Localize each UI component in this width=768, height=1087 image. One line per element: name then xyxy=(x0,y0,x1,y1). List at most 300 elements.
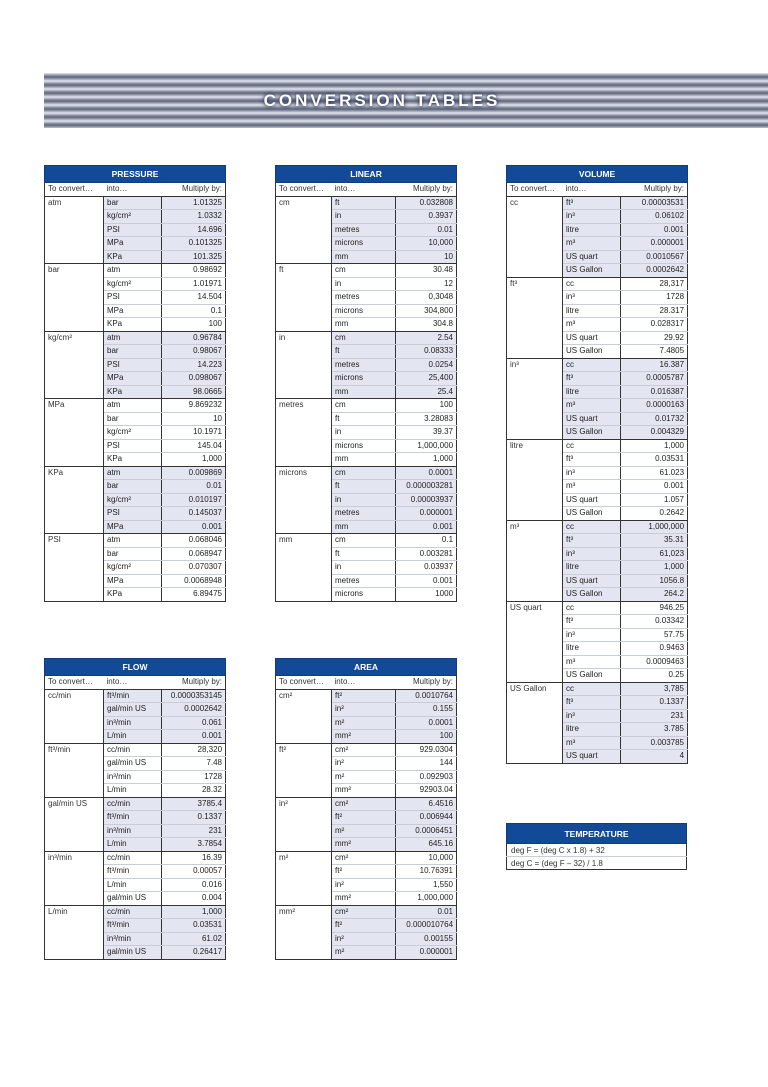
multiplier-value: 3.28083 xyxy=(396,412,457,426)
convert-into-unit: cm² xyxy=(332,905,396,919)
convert-into-unit: bar xyxy=(104,412,162,426)
multiplier-value: 25.4 xyxy=(396,385,457,399)
table-row xyxy=(507,439,688,453)
table-row xyxy=(45,743,226,757)
convert-into-unit: microns xyxy=(332,588,396,602)
multiplier-value: 12 xyxy=(396,277,457,291)
multiplier-value: 14.696 xyxy=(162,223,226,237)
convert-into-unit: microns xyxy=(332,304,396,318)
multiplier-value: 30.48 xyxy=(396,264,457,278)
multiplier-value: 0.25 xyxy=(621,669,688,683)
multiplier-value: 0.0002642 xyxy=(162,703,226,717)
multiplier-value: 0.03937 xyxy=(396,561,457,575)
multiplier-value: 0.06102 xyxy=(621,210,688,224)
multiplier-value: 0.016 xyxy=(162,878,226,892)
page-title: CONVERSION TABLES xyxy=(263,90,501,110)
convert-from-unit: in² xyxy=(276,797,332,851)
multiplier-value: 6.89475 xyxy=(162,588,226,602)
multiplier-value: 10 xyxy=(162,412,226,426)
table-row xyxy=(276,196,457,210)
convert-into-unit: in² xyxy=(332,932,396,946)
multiplier-value: 0.001 xyxy=(396,520,457,534)
convert-from-unit: microns xyxy=(276,466,332,534)
convert-into-unit: cc xyxy=(563,682,621,696)
table-row xyxy=(276,851,457,865)
convert-into-unit: ft³ xyxy=(563,534,621,548)
convert-into-unit: gal/min US xyxy=(104,946,162,960)
convert-into-unit: cc/min xyxy=(104,797,162,811)
table-row xyxy=(45,851,226,865)
convert-into-unit: bar xyxy=(104,480,162,494)
convert-into-unit: mm² xyxy=(332,784,396,798)
multiplier-value: 4 xyxy=(621,750,688,764)
table-row xyxy=(276,534,457,548)
multiplier-value: 0.98692 xyxy=(162,264,226,278)
table-row xyxy=(276,905,457,919)
convert-into-unit: ft² xyxy=(332,865,396,879)
multiplier-value: 0.000003281 xyxy=(396,480,457,494)
multiplier-value: 3,785 xyxy=(621,682,688,696)
convert-into-unit: gal/min US xyxy=(104,703,162,717)
multiplier-value: 7.4805 xyxy=(621,345,688,359)
convert-from-unit: in³ xyxy=(507,358,563,439)
column-header-mul: Multiply by: xyxy=(162,676,226,690)
multiplier-value: 0.0009463 xyxy=(621,655,688,669)
multiplier-value: 0.032808 xyxy=(396,196,457,210)
convert-from-unit: ft² xyxy=(276,743,332,797)
multiplier-value: 101.325 xyxy=(162,250,226,264)
multiplier-value: 0.9463 xyxy=(621,642,688,656)
temperature-table xyxy=(506,823,687,870)
multiplier-value: 0.092903 xyxy=(396,770,457,784)
multiplier-value: 304,800 xyxy=(396,304,457,318)
multiplier-value: 145.04 xyxy=(162,439,226,453)
multiplier-value: 0.1337 xyxy=(162,811,226,825)
multiplier-value: 1728 xyxy=(621,291,688,305)
convert-into-unit: PSI xyxy=(104,223,162,237)
convert-into-unit: mm xyxy=(332,385,396,399)
multiplier-value: 0.000010764 xyxy=(396,919,457,933)
table-row xyxy=(276,689,457,703)
convert-from-unit: PSI xyxy=(45,534,104,602)
multiplier-value: 0.0010567 xyxy=(621,250,688,264)
convert-into-unit: ft³ xyxy=(563,196,621,210)
convert-into-unit: ft³/min xyxy=(104,919,162,933)
convert-into-unit: cm xyxy=(332,466,396,480)
convert-into-unit: kg/cm² xyxy=(104,277,162,291)
multiplier-value: 0.0001 xyxy=(396,716,457,730)
multiplier-value: 1,000 xyxy=(621,561,688,575)
multiplier-value: 0.028317 xyxy=(621,318,688,332)
table-row xyxy=(45,196,226,210)
multiplier-value: 0.96784 xyxy=(162,331,226,345)
convert-into-unit: cc/min xyxy=(104,743,162,757)
column-header-into: into… xyxy=(332,676,396,690)
convert-into-unit: US quart xyxy=(563,493,621,507)
convert-into-unit: metres xyxy=(332,507,396,521)
convert-into-unit: ft xyxy=(332,345,396,359)
flow-title: FLOW xyxy=(45,659,226,676)
convert-into-unit: m² xyxy=(332,716,396,730)
multiplier-value: 0.00003937 xyxy=(396,493,457,507)
multiplier-value: 28,320 xyxy=(162,743,226,757)
multiplier-value: 946.25 xyxy=(621,601,688,615)
multiplier-value: 1000 xyxy=(396,588,457,602)
convert-into-unit: microns xyxy=(332,237,396,251)
multiplier-value: 10.1971 xyxy=(162,426,226,440)
multiplier-value: 0.009869 xyxy=(162,466,226,480)
multiplier-value: 0.068947 xyxy=(162,547,226,561)
temperature-title: TEMPERATURE xyxy=(507,824,687,844)
convert-from-unit: gal/min US xyxy=(45,797,104,851)
convert-into-unit: MPa xyxy=(104,520,162,534)
convert-into-unit: bar xyxy=(104,547,162,561)
convert-from-unit: US Gallon xyxy=(507,682,563,763)
convert-into-unit: m³ xyxy=(563,655,621,669)
convert-into-unit: in³/min xyxy=(104,824,162,838)
convert-into-unit: KPa xyxy=(104,318,162,332)
multiplier-value: 1,000 xyxy=(162,453,226,467)
temperature-formula-c: deg C = (deg F – 32) / 1.8 xyxy=(507,857,687,870)
convert-into-unit: US quart xyxy=(563,250,621,264)
convert-into-unit: bar xyxy=(104,196,162,210)
multiplier-value: 28,317 xyxy=(621,277,688,291)
multiplier-value: 0.0000163 xyxy=(621,399,688,413)
table-row xyxy=(507,196,688,210)
multiplier-value: 0.03531 xyxy=(621,453,688,467)
convert-into-unit: cm xyxy=(332,399,396,413)
multiplier-value: 9.869232 xyxy=(162,399,226,413)
table-row xyxy=(276,466,457,480)
multiplier-value: 0.068046 xyxy=(162,534,226,548)
multiplier-value: 0.01 xyxy=(396,223,457,237)
multiplier-value: 0.001 xyxy=(162,730,226,744)
multiplier-value: 0.0005787 xyxy=(621,372,688,386)
flow-table xyxy=(44,658,226,960)
area-table xyxy=(275,658,457,960)
convert-into-unit: in³/min xyxy=(104,770,162,784)
convert-from-unit: cc xyxy=(507,196,563,277)
multiplier-value: 0.00057 xyxy=(162,865,226,879)
convert-into-unit: kg/cm² xyxy=(104,561,162,575)
column-header-from: To convert… xyxy=(45,676,104,690)
convert-into-unit: cm² xyxy=(332,797,396,811)
convert-into-unit: cm xyxy=(332,264,396,278)
convert-into-unit: mm² xyxy=(332,730,396,744)
table-row xyxy=(276,797,457,811)
convert-from-unit: KPa xyxy=(45,466,104,534)
multiplier-value: 1.057 xyxy=(621,493,688,507)
multiplier-value: 1728 xyxy=(162,770,226,784)
convert-into-unit: in xyxy=(332,493,396,507)
multiplier-value: 29.92 xyxy=(621,331,688,345)
multiplier-value: 0.1 xyxy=(396,534,457,548)
multiplier-value: 1,000,000 xyxy=(396,892,457,906)
multiplier-value: 0.01 xyxy=(396,905,457,919)
multiplier-value: 98.0665 xyxy=(162,385,226,399)
multiplier-value: 0.004329 xyxy=(621,426,688,440)
convert-from-unit: mm² xyxy=(276,905,332,959)
convert-into-unit: ft³/min xyxy=(104,865,162,879)
multiplier-value: 264.2 xyxy=(621,588,688,602)
convert-into-unit: L/min xyxy=(104,878,162,892)
convert-into-unit: metres xyxy=(332,358,396,372)
table-row xyxy=(276,743,457,757)
convert-from-unit: in xyxy=(276,331,332,399)
volume-title: VOLUME xyxy=(507,166,688,183)
multiplier-value: 0.000001 xyxy=(396,946,457,960)
multiplier-value: 0.03531 xyxy=(162,919,226,933)
convert-into-unit: atm xyxy=(104,399,162,413)
convert-into-unit: PSI xyxy=(104,439,162,453)
convert-into-unit: atm xyxy=(104,264,162,278)
convert-into-unit: ft³ xyxy=(563,615,621,629)
multiplier-value: 645.16 xyxy=(396,838,457,852)
multiplier-value: 0.00155 xyxy=(396,932,457,946)
multiplier-value: 304.8 xyxy=(396,318,457,332)
table-row xyxy=(45,905,226,919)
multiplier-value: 10,000 xyxy=(396,237,457,251)
multiplier-value: 0.0068948 xyxy=(162,574,226,588)
convert-into-unit: MPa xyxy=(104,574,162,588)
convert-into-unit: in² xyxy=(332,703,396,717)
convert-into-unit: ft³ xyxy=(563,453,621,467)
convert-into-unit: MPa xyxy=(104,237,162,251)
column-header-mul: Multiply by: xyxy=(621,183,688,197)
convert-into-unit: KPa xyxy=(104,250,162,264)
multiplier-value: 100 xyxy=(162,318,226,332)
multiplier-value: 0.1337 xyxy=(621,696,688,710)
multiplier-value: 144 xyxy=(396,757,457,771)
convert-into-unit: litre xyxy=(563,642,621,656)
column-header-mul: Multiply by: xyxy=(396,676,457,690)
convert-into-unit: litre xyxy=(563,223,621,237)
multiplier-value: 14.223 xyxy=(162,358,226,372)
convert-into-unit: in³/min xyxy=(104,932,162,946)
multiplier-value: 0.155 xyxy=(396,703,457,717)
multiplier-value: 0.001 xyxy=(621,480,688,494)
column-header-from: To convert… xyxy=(507,183,563,197)
convert-into-unit: cc xyxy=(563,358,621,372)
convert-into-unit: ft² xyxy=(332,689,396,703)
convert-into-unit: kg/cm² xyxy=(104,426,162,440)
convert-into-unit: KPa xyxy=(104,453,162,467)
convert-into-unit: ft² xyxy=(332,919,396,933)
convert-from-unit: litre xyxy=(507,439,563,520)
table-row xyxy=(507,277,688,291)
table-row xyxy=(507,601,688,615)
convert-into-unit: US quart xyxy=(563,331,621,345)
convert-from-unit: L/min xyxy=(45,905,104,959)
convert-into-unit: in³/min xyxy=(104,716,162,730)
convert-into-unit: microns xyxy=(332,439,396,453)
multiplier-value: 1,550 xyxy=(396,878,457,892)
multiplier-value: 0.001 xyxy=(162,520,226,534)
convert-into-unit: L/min xyxy=(104,784,162,798)
convert-into-unit: US quart xyxy=(563,750,621,764)
convert-into-unit: KPa xyxy=(104,385,162,399)
multiplier-value: 10.76391 xyxy=(396,865,457,879)
convert-into-unit: MPa xyxy=(104,304,162,318)
convert-from-unit: bar xyxy=(45,264,104,332)
multiplier-value: 61.02 xyxy=(162,932,226,946)
convert-into-unit: US Gallon xyxy=(563,588,621,602)
convert-into-unit: mm² xyxy=(332,838,396,852)
multiplier-value: 1,000,000 xyxy=(396,439,457,453)
convert-into-unit: L/min xyxy=(104,838,162,852)
multiplier-value: 231 xyxy=(162,824,226,838)
convert-from-unit: cm xyxy=(276,196,332,264)
multiplier-value: 1,000 xyxy=(162,905,226,919)
column-header-from: To convert… xyxy=(45,183,104,197)
convert-into-unit: MPa xyxy=(104,372,162,386)
multiplier-value: 6.4516 xyxy=(396,797,457,811)
convert-into-unit: ft³/min xyxy=(104,811,162,825)
convert-into-unit: cc/min xyxy=(104,851,162,865)
convert-into-unit: KPa xyxy=(104,588,162,602)
multiplier-value: 0.061 xyxy=(162,716,226,730)
convert-into-unit: cc xyxy=(563,520,621,534)
convert-into-unit: kg/cm² xyxy=(104,210,162,224)
multiplier-value: 0.000001 xyxy=(396,507,457,521)
convert-into-unit: in² xyxy=(332,757,396,771)
convert-into-unit: metres xyxy=(332,223,396,237)
convert-into-unit: bar xyxy=(104,345,162,359)
convert-into-unit: cm² xyxy=(332,851,396,865)
convert-from-unit: ft xyxy=(276,264,332,332)
convert-into-unit: atm xyxy=(104,534,162,548)
convert-into-unit: m³ xyxy=(563,399,621,413)
convert-from-unit: mm xyxy=(276,534,332,602)
convert-into-unit: litre xyxy=(563,723,621,737)
multiplier-value: 10,000 xyxy=(396,851,457,865)
multiplier-value: 0.0001 xyxy=(396,466,457,480)
multiplier-value: 0.0254 xyxy=(396,358,457,372)
column-header-into: into… xyxy=(332,183,396,197)
multiplier-value: 0.010197 xyxy=(162,493,226,507)
convert-into-unit: L/min xyxy=(104,730,162,744)
convert-from-unit: atm xyxy=(45,196,104,264)
multiplier-value: 0.03342 xyxy=(621,615,688,629)
convert-into-unit: in³ xyxy=(563,547,621,561)
multiplier-value: 0.101325 xyxy=(162,237,226,251)
multiplier-value: 231 xyxy=(621,709,688,723)
convert-into-unit: m³ xyxy=(563,480,621,494)
column-header-into: into… xyxy=(104,676,162,690)
multiplier-value: 61.023 xyxy=(621,466,688,480)
multiplier-value: 1,000,000 xyxy=(621,520,688,534)
convert-from-unit: MPa xyxy=(45,399,104,467)
convert-into-unit: US quart xyxy=(563,574,621,588)
table-row xyxy=(276,331,457,345)
multiplier-value: 0.00003531 xyxy=(621,196,688,210)
convert-into-unit: cc/min xyxy=(104,905,162,919)
convert-from-unit: ft³ xyxy=(507,277,563,358)
multiplier-value: 1,000 xyxy=(621,439,688,453)
multiplier-value: 39.37 xyxy=(396,426,457,440)
table-row xyxy=(507,358,688,372)
multiplier-value: 0.0000353145 xyxy=(162,689,226,703)
convert-into-unit: metres xyxy=(332,574,396,588)
multiplier-value: 0.001 xyxy=(621,223,688,237)
convert-from-unit: in³/min xyxy=(45,851,104,905)
multiplier-value: 0.98067 xyxy=(162,345,226,359)
convert-into-unit: m³ xyxy=(563,736,621,750)
convert-into-unit: in xyxy=(332,561,396,575)
multiplier-value: 0.098067 xyxy=(162,372,226,386)
convert-into-unit: ft³/min xyxy=(104,689,162,703)
convert-into-unit: US quart xyxy=(563,412,621,426)
multiplier-value: 0.26417 xyxy=(162,946,226,960)
convert-into-unit: US Gallon xyxy=(563,669,621,683)
convert-into-unit: in xyxy=(332,210,396,224)
convert-into-unit: cc xyxy=(563,601,621,615)
multiplier-value: 0.0002642 xyxy=(621,264,688,278)
multiplier-value: 1056.8 xyxy=(621,574,688,588)
multiplier-value: 10 xyxy=(396,250,457,264)
convert-into-unit: mm xyxy=(332,520,396,534)
convert-into-unit: mm² xyxy=(332,892,396,906)
column-header-mul: Multiply by: xyxy=(396,183,457,197)
table-row xyxy=(45,534,226,548)
multiplier-value: 3785.4 xyxy=(162,797,226,811)
convert-into-unit: gal/min US xyxy=(104,892,162,906)
multiplier-value: 28.317 xyxy=(621,304,688,318)
multiplier-value: 3.785 xyxy=(621,723,688,737)
table-row xyxy=(45,399,226,413)
multiplier-value: 25,400 xyxy=(396,372,457,386)
convert-into-unit: in² xyxy=(332,878,396,892)
convert-into-unit: m² xyxy=(332,946,396,960)
convert-into-unit: litre xyxy=(563,304,621,318)
multiplier-value: 0.145037 xyxy=(162,507,226,521)
convert-into-unit: cm xyxy=(332,331,396,345)
volume-table xyxy=(506,165,688,764)
convert-into-unit: US Gallon xyxy=(563,345,621,359)
multiplier-value: 0.1 xyxy=(162,304,226,318)
convert-into-unit: in xyxy=(332,277,396,291)
area-title: AREA xyxy=(276,659,457,676)
convert-into-unit: kg/cm² xyxy=(104,493,162,507)
table-row xyxy=(276,264,457,278)
multiplier-value: 0.070307 xyxy=(162,561,226,575)
convert-from-unit: ft³/min xyxy=(45,743,104,797)
multiplier-value: 2.54 xyxy=(396,331,457,345)
convert-into-unit: mm xyxy=(332,250,396,264)
multiplier-value: 14.504 xyxy=(162,291,226,305)
convert-into-unit: in³ xyxy=(563,210,621,224)
table-row xyxy=(45,797,226,811)
multiplier-value: 929.0304 xyxy=(396,743,457,757)
table-row xyxy=(507,682,688,696)
convert-into-unit: in xyxy=(332,426,396,440)
convert-into-unit: m³ xyxy=(563,237,621,251)
multiplier-value: 7.48 xyxy=(162,757,226,771)
multiplier-value: 0.000001 xyxy=(621,237,688,251)
table-row xyxy=(45,264,226,278)
pressure-title: PRESSURE xyxy=(45,166,226,183)
convert-into-unit: PSI xyxy=(104,358,162,372)
temperature-formula-f: deg F = (deg C x 1.8) + 32 xyxy=(507,844,687,857)
column-header-from: To convert… xyxy=(276,676,332,690)
convert-from-unit: cc/min xyxy=(45,689,104,743)
convert-from-unit: m² xyxy=(276,851,332,905)
pressure-table xyxy=(44,165,226,602)
column-header-from: To convert… xyxy=(276,183,332,197)
convert-into-unit: US Gallon xyxy=(563,507,621,521)
multiplier-value: 1.01971 xyxy=(162,277,226,291)
convert-into-unit: in³ xyxy=(563,291,621,305)
